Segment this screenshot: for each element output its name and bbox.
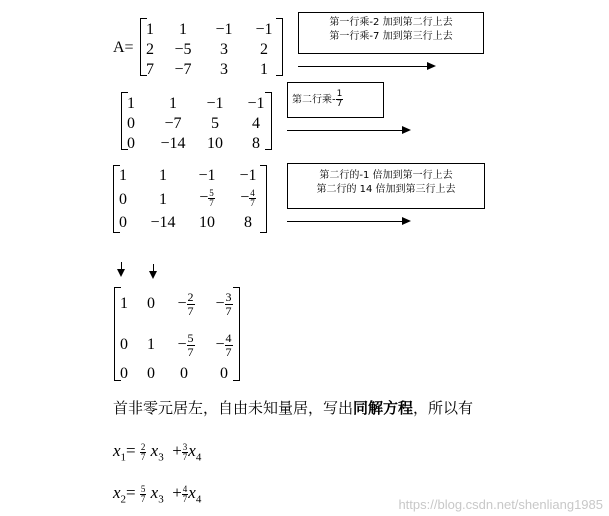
fraction-denominator: 7 <box>250 197 255 208</box>
matrix-cell: 7 <box>146 61 154 78</box>
matrix-cell: 1 <box>127 95 135 112</box>
matrix-cell: 1 <box>146 21 154 38</box>
arrow-down <box>153 264 154 273</box>
matrix-cell: 1 <box>159 167 167 184</box>
variable: x <box>113 483 121 502</box>
matrix-cell: 0 <box>127 115 135 132</box>
coefficient <box>140 485 147 504</box>
fraction <box>225 332 233 359</box>
matrix-cell: 10 <box>199 214 215 231</box>
matrix-cell: 2 <box>146 41 154 58</box>
subscript: 2 <box>120 493 127 506</box>
matrix-cell: 0 <box>220 365 228 382</box>
operation-note-2 <box>287 82 384 118</box>
fraction-numerator: 1 <box>336 89 343 99</box>
matrix-cell-fraction <box>166 324 206 366</box>
variable: x <box>113 441 121 460</box>
matrix-cell: 0 <box>147 365 155 382</box>
matrix-cell: −1 <box>198 167 216 184</box>
matrix-cell: 0 <box>119 214 127 231</box>
matrix-cell: −5 <box>174 41 192 58</box>
note-text: 第二行乘- <box>292 94 336 106</box>
matrix-cell-fraction <box>228 183 268 213</box>
matrix-cell: 0 <box>120 336 128 353</box>
fraction-denominator: 7 <box>225 344 232 359</box>
fraction-denominator: 7 <box>225 303 232 318</box>
matrix-cell-fraction <box>204 324 244 366</box>
coefficient <box>140 443 147 462</box>
matrix-cell: 5 <box>211 115 219 132</box>
fraction-denominator: 7 <box>187 303 194 318</box>
matrix-cell: 3 <box>220 61 228 78</box>
fraction-numerator: 5 <box>187 330 194 345</box>
matrix-cell-fraction <box>204 283 244 325</box>
fraction <box>187 332 195 359</box>
subscript: 3 <box>158 493 164 506</box>
matrix-cell: 0 <box>119 191 127 208</box>
fraction-numerator: 4 <box>250 187 255 198</box>
matrix-cell: −7 <box>164 115 182 132</box>
arrow-right <box>287 221 409 222</box>
explanation-bold: 同解方程 <box>353 399 414 417</box>
minus-sign: − <box>177 295 187 312</box>
matrix-cell: 1 <box>120 295 128 312</box>
arrow-down <box>121 262 122 271</box>
variable: x <box>150 483 159 502</box>
fraction-denominator: 7 <box>182 451 188 462</box>
matrix-cell: 1 <box>169 95 177 112</box>
subscript: 4 <box>195 451 202 464</box>
minus-sign: − <box>199 189 209 206</box>
arrow-right <box>298 66 434 67</box>
matrix-cell-fraction <box>187 183 227 213</box>
fraction-numerator: 2 <box>140 441 146 452</box>
matrix-cell: −1 <box>239 167 257 184</box>
matrix-cell: 10 <box>207 135 223 152</box>
explanation-part-2: ，所以有 <box>413 399 474 417</box>
matrix-cell: −7 <box>174 61 192 78</box>
fraction-numerator: 5 <box>140 483 146 494</box>
fraction-denominator: 7 <box>187 344 194 359</box>
fraction-denominator: 7 <box>182 493 188 504</box>
fraction <box>187 291 195 318</box>
fraction-denominator: 7 <box>209 197 214 208</box>
explanation-text <box>113 397 473 418</box>
note-line: 第一行乘-7 加到第三行上去 <box>329 31 453 42</box>
matrix-cell-fraction <box>166 283 206 325</box>
matrix-a-label: A= <box>113 39 134 56</box>
minus-sign: − <box>215 336 225 353</box>
equals-sign: = <box>126 483 136 502</box>
equals-sign: = <box>126 441 136 460</box>
matrix-cell: −1 <box>215 21 233 38</box>
matrix-cell: 0 <box>120 365 128 382</box>
operation-note-3 <box>287 163 485 209</box>
fraction-numerator: 2 <box>187 289 194 304</box>
plus-sign: + <box>172 441 182 460</box>
note-line: 第一行乘-2 加到第二行上去 <box>329 17 453 28</box>
fraction-numerator: 3 <box>225 289 232 304</box>
fraction-numerator: 4 <box>182 483 188 494</box>
equation-2 <box>113 480 201 512</box>
plus-sign: + <box>172 483 182 502</box>
matrix-cell: 4 <box>252 115 260 132</box>
fraction-denominator: 7 <box>140 493 146 504</box>
matrix-cell: 1 <box>179 21 187 38</box>
matrix-cell: 1 <box>260 61 268 78</box>
minus-sign: − <box>215 295 225 312</box>
note-line: 第二行的 14 倍加到第三行上去 <box>316 184 456 195</box>
matrix-cell: 0 <box>147 295 155 312</box>
fraction-numerator: 3 <box>182 441 188 452</box>
equation-1 <box>113 438 201 470</box>
fraction <box>249 189 256 208</box>
matrix-cell: 1 <box>147 336 155 353</box>
matrix-cell: 8 <box>252 135 260 152</box>
minus-sign: − <box>177 336 187 353</box>
note-fraction <box>336 90 344 109</box>
fraction <box>225 291 233 318</box>
watermark: https://blog.csdn.net/shenliang1985 <box>398 497 603 512</box>
variable: x <box>150 441 159 460</box>
operation-note-1 <box>298 12 484 54</box>
fraction-numerator: 4 <box>225 330 232 345</box>
variable: x <box>188 483 196 502</box>
matrix-cell: −14 <box>160 135 186 152</box>
matrix-cell: 8 <box>244 214 252 231</box>
variable: x <box>188 441 196 460</box>
matrix-cell: 0 <box>180 365 188 382</box>
matrix-cell: 0 <box>127 135 135 152</box>
fraction-denominator: 7 <box>336 99 343 109</box>
matrix-cell: −1 <box>206 95 224 112</box>
matrix-cell: 1 <box>159 191 167 208</box>
subscript: 4 <box>195 493 202 506</box>
matrix-cell: 3 <box>220 41 228 58</box>
minus-sign: − <box>240 189 250 206</box>
note-line: 第二行的-1 倍加到第一行上去 <box>319 170 453 181</box>
subscript: 3 <box>158 451 164 464</box>
matrix-cell: 2 <box>260 41 268 58</box>
explanation-part-1: 首非零元居左，自由未知量居，写出 <box>113 399 354 417</box>
fraction <box>208 189 215 208</box>
matrix-cell: 1 <box>119 167 127 184</box>
matrix-cell: −14 <box>150 214 176 231</box>
subscript: 1 <box>120 451 127 464</box>
matrix-cell: −1 <box>255 21 273 38</box>
arrow-right <box>287 130 409 131</box>
matrix-cell: −1 <box>247 95 265 112</box>
fraction-numerator: 5 <box>209 187 214 198</box>
fraction-denominator: 7 <box>140 451 146 462</box>
